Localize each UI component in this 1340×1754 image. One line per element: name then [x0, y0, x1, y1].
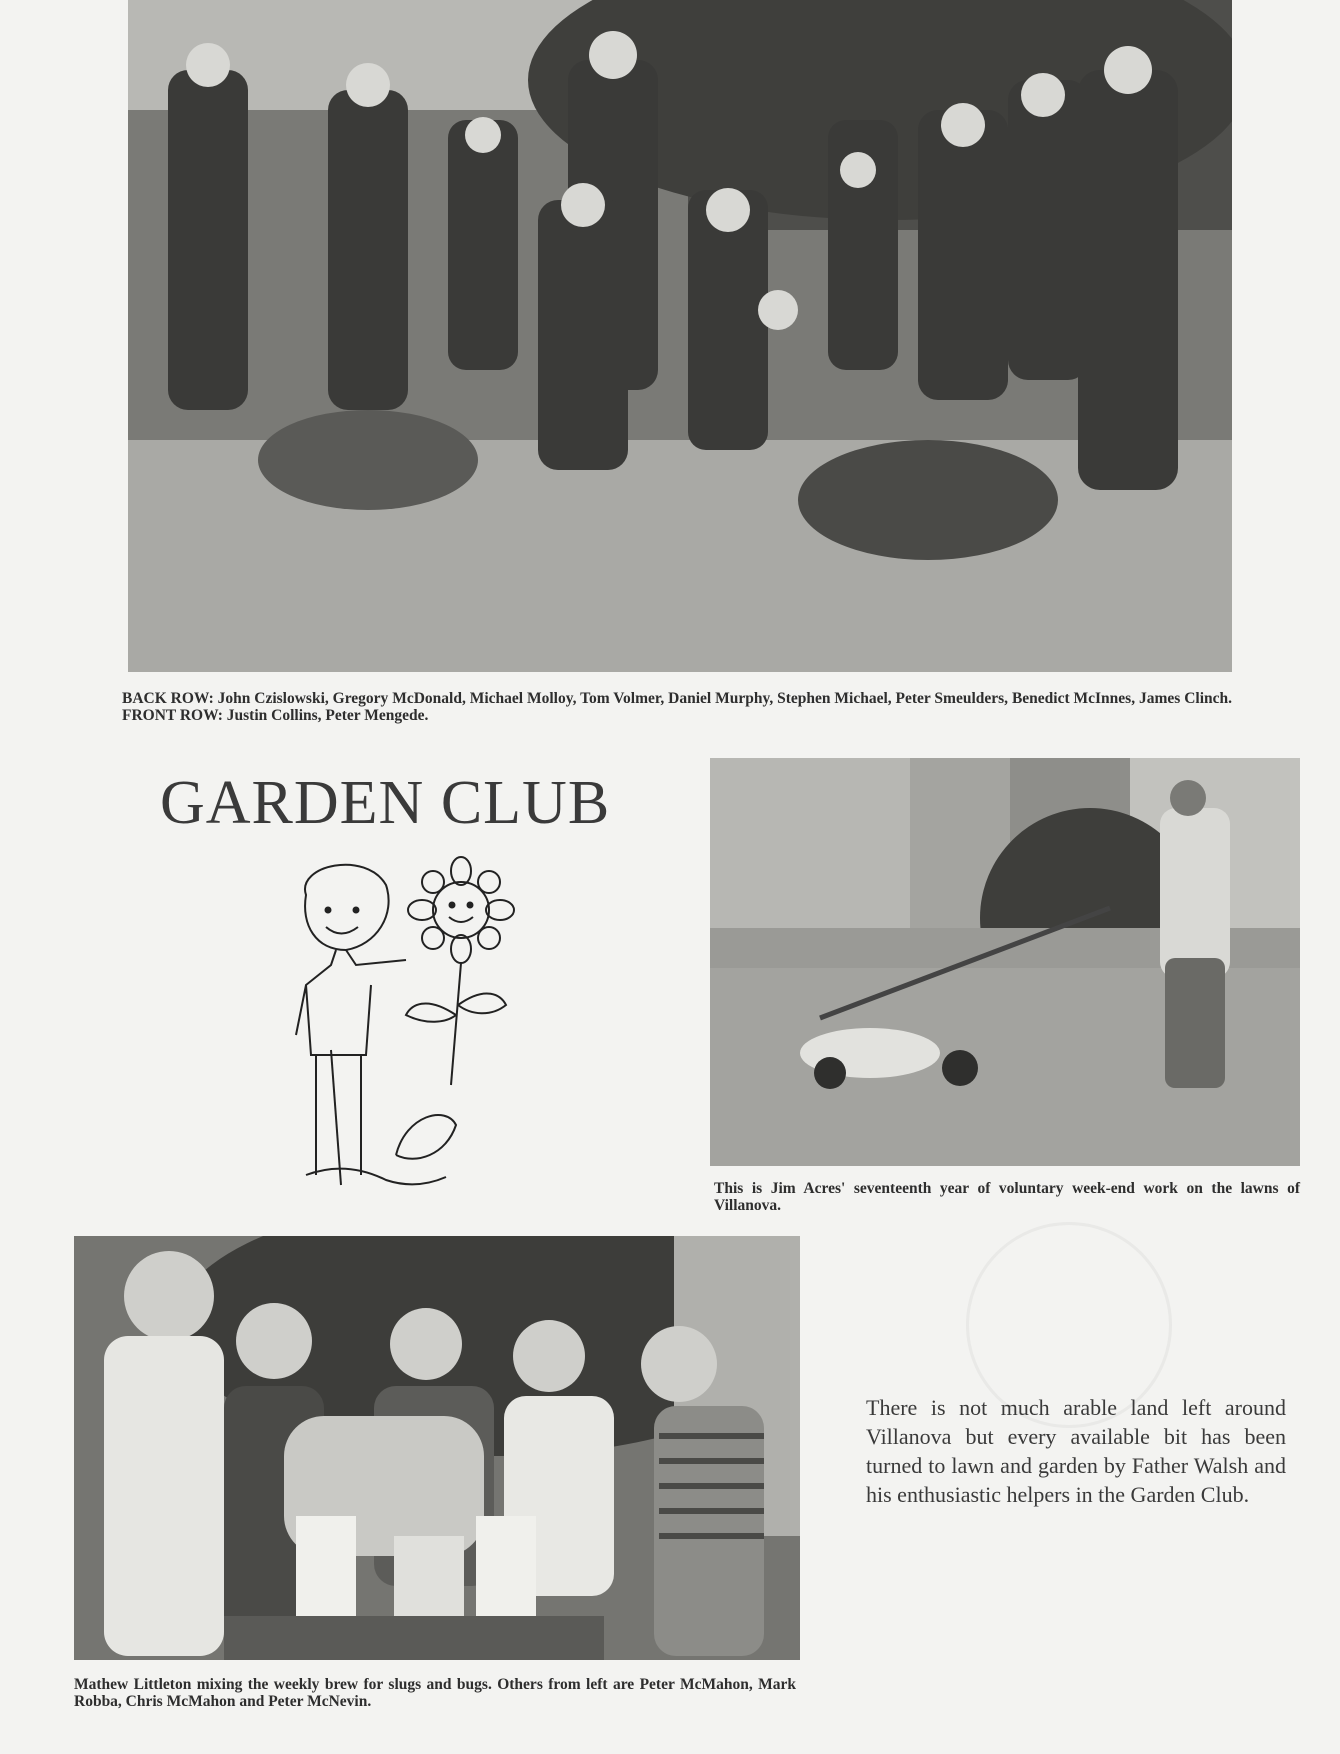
group-photo	[128, 0, 1232, 672]
page-title: GARDEN CLUB	[160, 769, 611, 837]
article-paragraph: There is not much arable land left around Villanova but every available bit has been turned to lawn and garden by Father Walsh and his enthusiastic helpers in the Garden Club.	[866, 1395, 1286, 1507]
lawn-mower-photo	[710, 758, 1300, 1166]
slug-brew-photo-caption: Mathew Littleton mixing the weekly brew for slugs and bugs. Others from left are Peter McMahon, Mark Robba, Chris McMahon and Peter McNevin.	[74, 1676, 796, 1710]
gardener-cartoon-illustration	[286, 855, 546, 1205]
lawn-mower-photo-caption: This is Jim Acres' seventeenth year of voluntary week-end work on the lawns of Villanova.	[714, 1180, 1300, 1214]
group-photo-caption: BACK ROW: John Czislowski, Gregory McDonald, Michael Molloy, Tom Volmer, Daniel Murphy, Stephen Michael, Peter Smeulders, Benedict McInnes, James Clinch. FRONT ROW: Justin Collins, Peter Mengede.	[122, 690, 1232, 724]
slug-brew-photo	[74, 1236, 800, 1660]
